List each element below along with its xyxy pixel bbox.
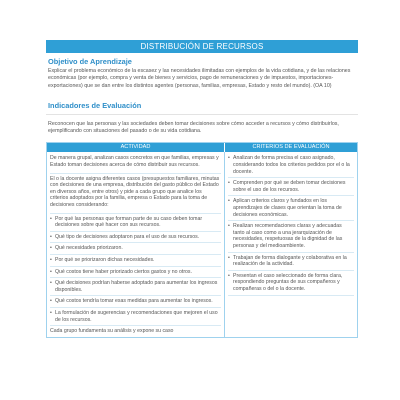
list-item xyxy=(50,216,221,229)
bullet-marker: • xyxy=(228,155,230,162)
bullet-marker: • xyxy=(50,280,52,287)
bullet-marker: • xyxy=(228,223,230,230)
bullet-marker: • xyxy=(50,245,52,252)
bullet-marker: • xyxy=(50,233,52,240)
list-item-text: Comprenden por qué se deben tomar decisiones sobre el uso de los recursos. xyxy=(233,180,346,193)
bullet-marker: • xyxy=(50,309,52,316)
page-title-banner xyxy=(46,40,358,53)
bullet-marker: • xyxy=(228,180,230,187)
bullet-marker: • xyxy=(228,272,230,279)
bullet-marker: • xyxy=(50,268,52,275)
objetivo-heading: Objetivo de Aprendizaje xyxy=(48,57,132,66)
bullet-marker: • xyxy=(50,298,52,305)
list-item-text: Qué necesidades priorizaron. xyxy=(55,245,123,252)
table-body xyxy=(47,152,357,336)
criteria-column xyxy=(225,152,357,336)
list-item xyxy=(50,245,221,252)
document-body xyxy=(46,57,358,338)
col-header-criterios: CRITERIOS DE EVALUACIÓN xyxy=(252,144,330,151)
list-item-text: Realizan recomendaciones claras y adecuadas tanto al caso como a una jerarquización de necesidades, respetuosas de la dignidad de las personas y del medioambiente. xyxy=(233,223,343,250)
list-item-text: Qué tipo de decisiones adoptaron para el uso de sus recursos. xyxy=(55,233,200,240)
list-item xyxy=(228,255,354,268)
bullet-marker: • xyxy=(228,198,230,205)
page-title: DISTRIBUCIÓN DE RECURSOS xyxy=(140,42,264,51)
list-item-text: Qué costos tiene haber priorizado ciertos gastos y no otros. xyxy=(55,268,192,275)
table-header xyxy=(47,143,357,152)
list-item xyxy=(228,180,354,193)
list-item-text: Qué decisiones podrían haberse adoptado para aumentar los ingresos disponibles. xyxy=(55,280,218,293)
list-item xyxy=(228,223,354,249)
activity-table xyxy=(46,142,358,337)
list-item-text: Por qué las personas que forman parte de su caso deben tomar decisiones sobre qué hacer con sus recursos. xyxy=(55,215,203,229)
list-item xyxy=(228,273,354,293)
list-item xyxy=(50,310,221,323)
section-divider xyxy=(46,114,358,115)
col-header-actividad: ACTIVIDAD xyxy=(47,143,225,152)
list-item xyxy=(50,298,221,305)
list-item xyxy=(228,198,354,218)
activity-intro: De manera grupal, analizan casos concretos en que familias, empresas y Estado toman decisiones acerca de cómo distribuir sus recursos. xyxy=(50,155,219,169)
bullet-marker: • xyxy=(228,254,230,261)
list-item-text: Trabajan de forma dialogante y colaborativa en la realización de la actividad. xyxy=(233,254,347,268)
list-item-text: Presentan el caso seleccionado de forma clara, respondiendo preguntas de sus compañeros y compañeras o del o la docente. xyxy=(233,272,343,292)
bullet-marker: • xyxy=(50,215,52,222)
list-item-text: Qué costos tendría tomar esas medidas para aumentar los ingresos. xyxy=(55,298,213,305)
list-item xyxy=(50,257,221,264)
list-item xyxy=(50,280,221,293)
objetivo-text: Explicar el problema económico de la escasez y las necesidades ilimitadas con ejemplos de la vida cotidiana, y de las relaciones económicas (por ejemplo, compra y venta de bienes y servicios, pago de remuneraciones y de impuestos, importaciones-exportaciones) que se dan entre los distintos agentes (personas, familias, empresas, Estado y resto del mundo). (OA 10) xyxy=(48,68,351,89)
activity-list xyxy=(50,216,221,327)
activity-case: El o la docente asigna diferentes casos (presupuestos familiares, minutas con decisiones de una empresa, distribución del gasto público del Estado en diversos años, entre otros) y pide a cada grupo que analice los criterios adoptados por la familia, empresa o Estado para la toma de decisiones considerando: xyxy=(50,175,220,209)
indicadores-text: Reconocen que las personas y las sociedades deben tomar decisiones sobre cómo acceder a recursos y cómo distribuirlos, ejemplificando con situaciones del pasado o de su vida cotidiana. xyxy=(48,120,339,135)
list-item xyxy=(50,234,221,241)
activity-column xyxy=(47,152,225,336)
list-item-text: Aplican criterios claros y fundados en los aprendizajes de clases que orientan la toma de decisiones económicas. xyxy=(233,198,342,218)
indicadores-heading: Indicadores de Evaluación xyxy=(48,100,142,110)
list-item-text: Por qué se priorizaron dichas necesidades. xyxy=(55,257,155,264)
list-item xyxy=(228,155,354,175)
list-item-text: Analizan de forma precisa el caso asignado, considerando todos los criterios pedidos por el o la docente. xyxy=(233,155,350,175)
criteria-list xyxy=(228,155,354,295)
list-item xyxy=(50,269,221,276)
activity-outro: Cada grupo fundamenta su análisis y expone su caso xyxy=(50,328,174,335)
list-item-text: La formulación de sugerencias y recomendaciones que mejoren el uso de los recursos. xyxy=(55,309,218,323)
bullet-marker: • xyxy=(50,257,52,264)
